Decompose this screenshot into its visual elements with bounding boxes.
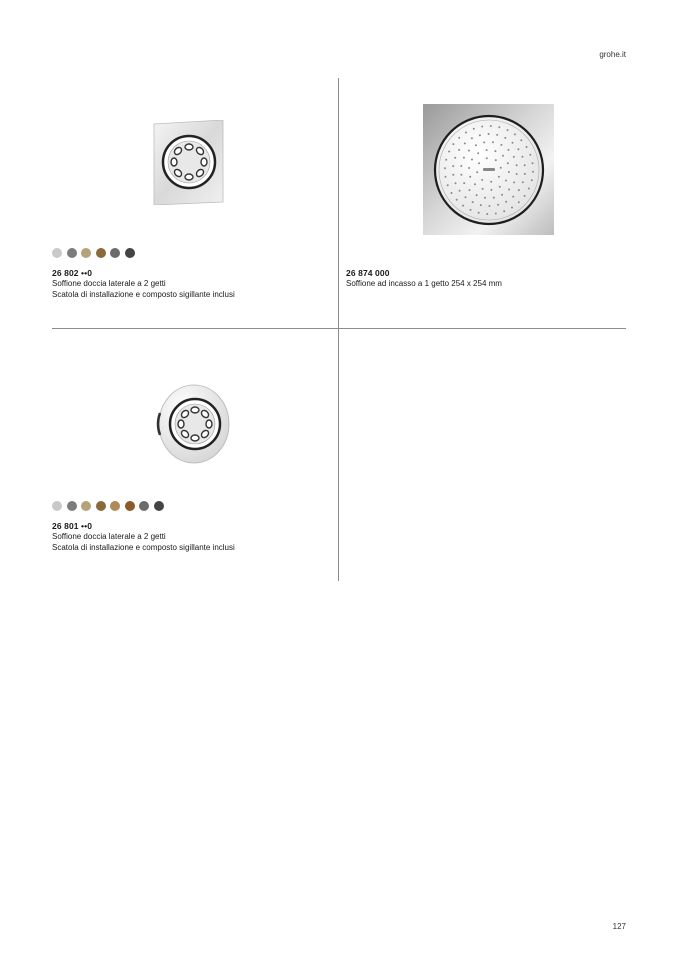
nozzle	[532, 171, 534, 173]
nozzle	[481, 179, 483, 181]
nozzle	[469, 176, 471, 178]
nozzle	[464, 142, 466, 144]
nozzle	[518, 189, 520, 191]
color-swatch	[67, 501, 77, 511]
nozzle	[486, 213, 488, 215]
nozzle	[495, 213, 497, 215]
nozzle	[490, 181, 492, 183]
product-description: Soffione doccia laterale a 2 getti	[52, 532, 166, 541]
nozzle	[482, 188, 484, 190]
nozzle	[477, 152, 479, 154]
nozzle	[500, 144, 502, 146]
nozzle	[508, 171, 510, 173]
nozzle	[507, 129, 509, 131]
nozzle	[492, 141, 494, 143]
nozzle	[460, 174, 462, 176]
product-26874	[346, 268, 626, 290]
nozzle	[496, 134, 498, 136]
color-swatch	[96, 501, 106, 511]
nozzle	[524, 173, 526, 175]
nozzle	[480, 204, 482, 206]
nozzle	[452, 165, 454, 167]
nozzle	[495, 159, 497, 161]
nozzle	[476, 171, 478, 173]
nozzle	[448, 151, 450, 153]
nozzle	[497, 204, 499, 206]
nozzle	[518, 201, 520, 203]
nozzle	[476, 194, 478, 196]
nozzle	[475, 144, 477, 146]
nozzle	[447, 184, 449, 186]
nozzle	[470, 209, 472, 211]
nozzle	[454, 157, 456, 159]
nozzle	[455, 182, 457, 184]
nozzle	[452, 143, 454, 145]
nozzle	[512, 196, 514, 198]
nozzle	[479, 134, 481, 136]
color-swatch	[125, 248, 135, 258]
nozzle	[486, 149, 488, 151]
nozzle	[488, 205, 490, 207]
nozzle	[465, 132, 467, 134]
nozzle	[468, 150, 470, 152]
nozzle	[508, 189, 510, 191]
product-26802	[52, 268, 332, 300]
nozzle	[526, 146, 528, 148]
nozzle	[514, 133, 516, 135]
nozzle	[502, 155, 504, 157]
nozzle	[498, 126, 500, 128]
product-image-26801	[154, 383, 231, 464]
nozzle	[451, 192, 453, 194]
nozzle	[531, 179, 533, 181]
nozzle	[472, 201, 474, 203]
nozzle	[503, 210, 505, 212]
nozzle	[520, 139, 522, 141]
nozzle	[468, 167, 470, 169]
vertical-divider	[338, 78, 339, 581]
nozzle	[460, 165, 462, 167]
product-description: Scatola di installazione e composto sigillante inclusi	[52, 542, 235, 552]
nozzle	[505, 201, 507, 203]
nozzle	[528, 188, 530, 190]
color-swatch	[110, 248, 120, 258]
nozzle	[484, 197, 486, 199]
nozzle	[444, 167, 446, 169]
nozzle	[463, 182, 465, 184]
nozzle	[452, 174, 454, 176]
nozzle	[516, 164, 518, 166]
nozzle	[493, 197, 495, 199]
nozzle	[522, 181, 524, 183]
nozzle	[488, 133, 490, 135]
nozzle	[481, 126, 483, 128]
color-swatch	[67, 248, 77, 258]
product-description: Scatola di installazione e composto sigillante inclusi	[52, 289, 235, 299]
nozzle	[524, 195, 526, 197]
color-swatch	[81, 501, 91, 511]
nozzle	[465, 196, 467, 198]
color-swatch	[139, 501, 149, 511]
nozzle	[474, 183, 476, 185]
nozzle	[504, 137, 506, 139]
nozzle	[511, 207, 513, 209]
nozzle	[494, 150, 496, 152]
nozzle	[516, 173, 518, 175]
nozzle	[513, 181, 515, 183]
color-swatch	[52, 501, 62, 511]
nozzle	[486, 157, 488, 159]
nozzle	[498, 176, 500, 178]
product-code: 26 801 ••0	[52, 521, 93, 531]
nozzle	[529, 154, 531, 156]
color-swatch	[110, 501, 120, 511]
nozzle	[478, 162, 480, 164]
nozzle	[445, 159, 447, 161]
product-image-26802	[152, 120, 225, 205]
nozzle	[483, 141, 485, 143]
nozzle	[508, 149, 510, 151]
nozzle	[471, 159, 473, 161]
nozzle	[459, 190, 461, 192]
nozzle	[507, 162, 509, 164]
nozzle	[469, 189, 471, 191]
nozzle	[513, 156, 515, 158]
nozzle	[458, 137, 460, 139]
color-swatch	[125, 501, 135, 511]
product-description: Soffione doccia laterale a 2 getti	[52, 279, 166, 288]
nozzle	[517, 148, 519, 150]
color-swatch	[154, 501, 164, 511]
nozzle	[458, 149, 460, 151]
nozzle	[473, 128, 475, 130]
color-swatches-26801	[52, 501, 164, 511]
product-image-26874	[423, 104, 554, 235]
nozzle	[445, 176, 447, 178]
nozzle	[532, 162, 534, 164]
nozzle	[490, 125, 492, 127]
product-26801	[52, 521, 332, 553]
nozzle	[512, 142, 514, 144]
nozzle	[463, 157, 465, 159]
nozzle	[462, 205, 464, 207]
site-url: grohe.it	[599, 50, 626, 59]
nozzle	[505, 180, 507, 182]
color-swatch	[52, 248, 62, 258]
page-number: 127	[612, 922, 626, 931]
product-code: 26 802 ••0	[52, 268, 93, 278]
nozzle	[524, 164, 526, 166]
nozzle	[456, 199, 458, 201]
product-description: Soffione ad incasso a 1 getto 254 x 254 mm	[346, 279, 502, 288]
product-code: 26 874 000	[346, 268, 390, 278]
nozzle	[499, 186, 501, 188]
nozzle	[471, 137, 473, 139]
nozzle	[478, 212, 480, 214]
nozzle	[522, 156, 524, 158]
color-swatches-26802	[52, 248, 135, 258]
color-swatch	[96, 248, 106, 258]
color-swatch	[81, 248, 91, 258]
horizontal-divider	[52, 328, 626, 329]
nozzle	[500, 167, 502, 169]
nozzle	[490, 189, 492, 191]
nozzle	[501, 194, 503, 196]
